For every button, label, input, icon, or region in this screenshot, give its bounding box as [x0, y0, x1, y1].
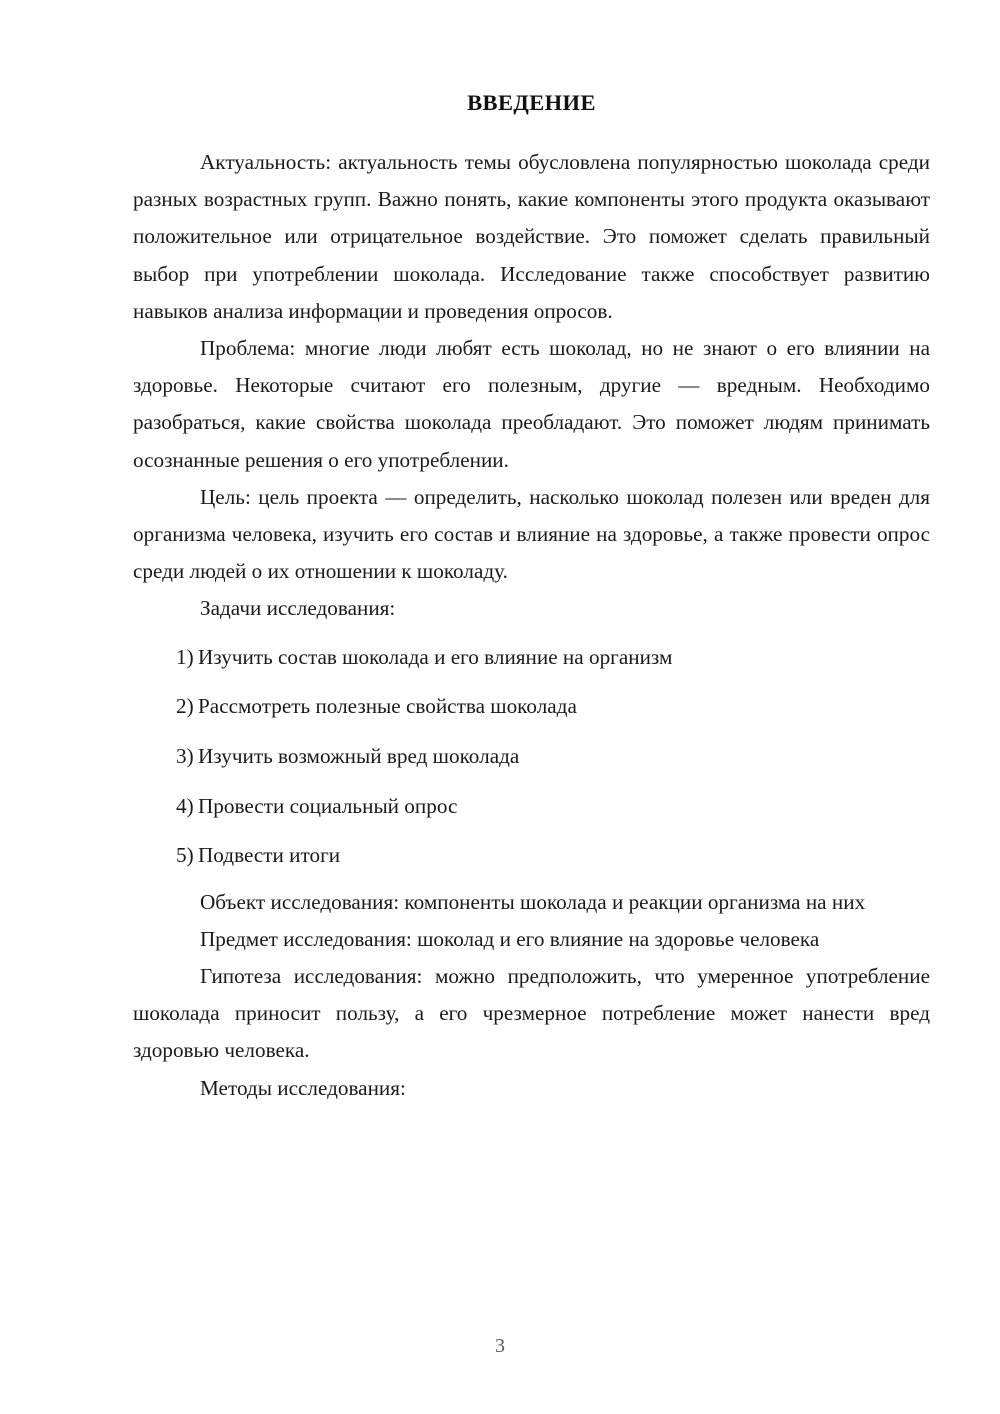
paragraph-subject: Предмет исследования: шоколад и его влияние на здоровье человека [200, 926, 820, 951]
list-item-label: Изучить возможный вред шоколада [198, 744, 520, 769]
list-item [133, 837, 930, 874]
paragraph-hypothesis: Гипотеза исследования: можно предположить, что умеренное употребление шоколада приносит пользу, а его чрезмерное потребление может нанести вред здоровью человека. [133, 964, 930, 1063]
list-item-marker: 3) [176, 744, 194, 769]
list-item-marker: 5) [176, 843, 194, 868]
list-item-marker: 4) [176, 793, 194, 818]
tasks-heading: Задачи исследования: [200, 596, 396, 621]
paragraph-problem: Проблема: многие люди любят есть шоколад, но не знают о его влиянии на здоровье. Некоторые считают его полезным, другие — вредным. Необходимо разобраться, какие свойства шоколада преобладают. Это поможет людям принимать осознанные решения о его употреблении. [133, 336, 930, 472]
tasks-list [133, 639, 930, 875]
page-content [133, 88, 930, 1107]
list-item [133, 788, 930, 825]
list-item-label: Рассмотреть полезные свойства шоколада [198, 694, 577, 719]
list-item-label: Изучить состав шоколада и его влияние на организм [198, 644, 673, 669]
list-item [133, 688, 930, 725]
list-item-marker: 2) [176, 694, 194, 719]
list-item-marker: 1) [176, 644, 194, 669]
list-item [133, 639, 930, 676]
list-item-label: Подвести итоги [198, 843, 341, 868]
list-item-label: Провести социальный опрос [198, 793, 458, 818]
page-title: ВВЕДЕНИЕ [467, 90, 596, 115]
methods-heading: Методы исследования: [200, 1075, 406, 1100]
paragraph-object: Объект исследования: компоненты шоколада и реакции организма на них [200, 889, 866, 914]
paragraph-goal: Цель: цель проекта — определить, насколько шоколад полезен или вреден для организма человека, изучить его состав и влияние на здоровье, а также провести опрос среди людей о их отношении к шоколаду. [133, 484, 930, 584]
paragraph-relevance: Актуальность: актуальность темы обусловлена популярностью шоколада среди разных возрастных групп. Важно понять, какие компоненты этого продукта оказывают положительное или отрицательное воздействие. Это поможет сделать правильный выбор при употреблении шоколада. Исследование также способствует развитию навыков анализа информации и проведения опросов. [133, 150, 930, 323]
page-number: 3 [495, 1335, 505, 1357]
list-item [133, 738, 930, 775]
